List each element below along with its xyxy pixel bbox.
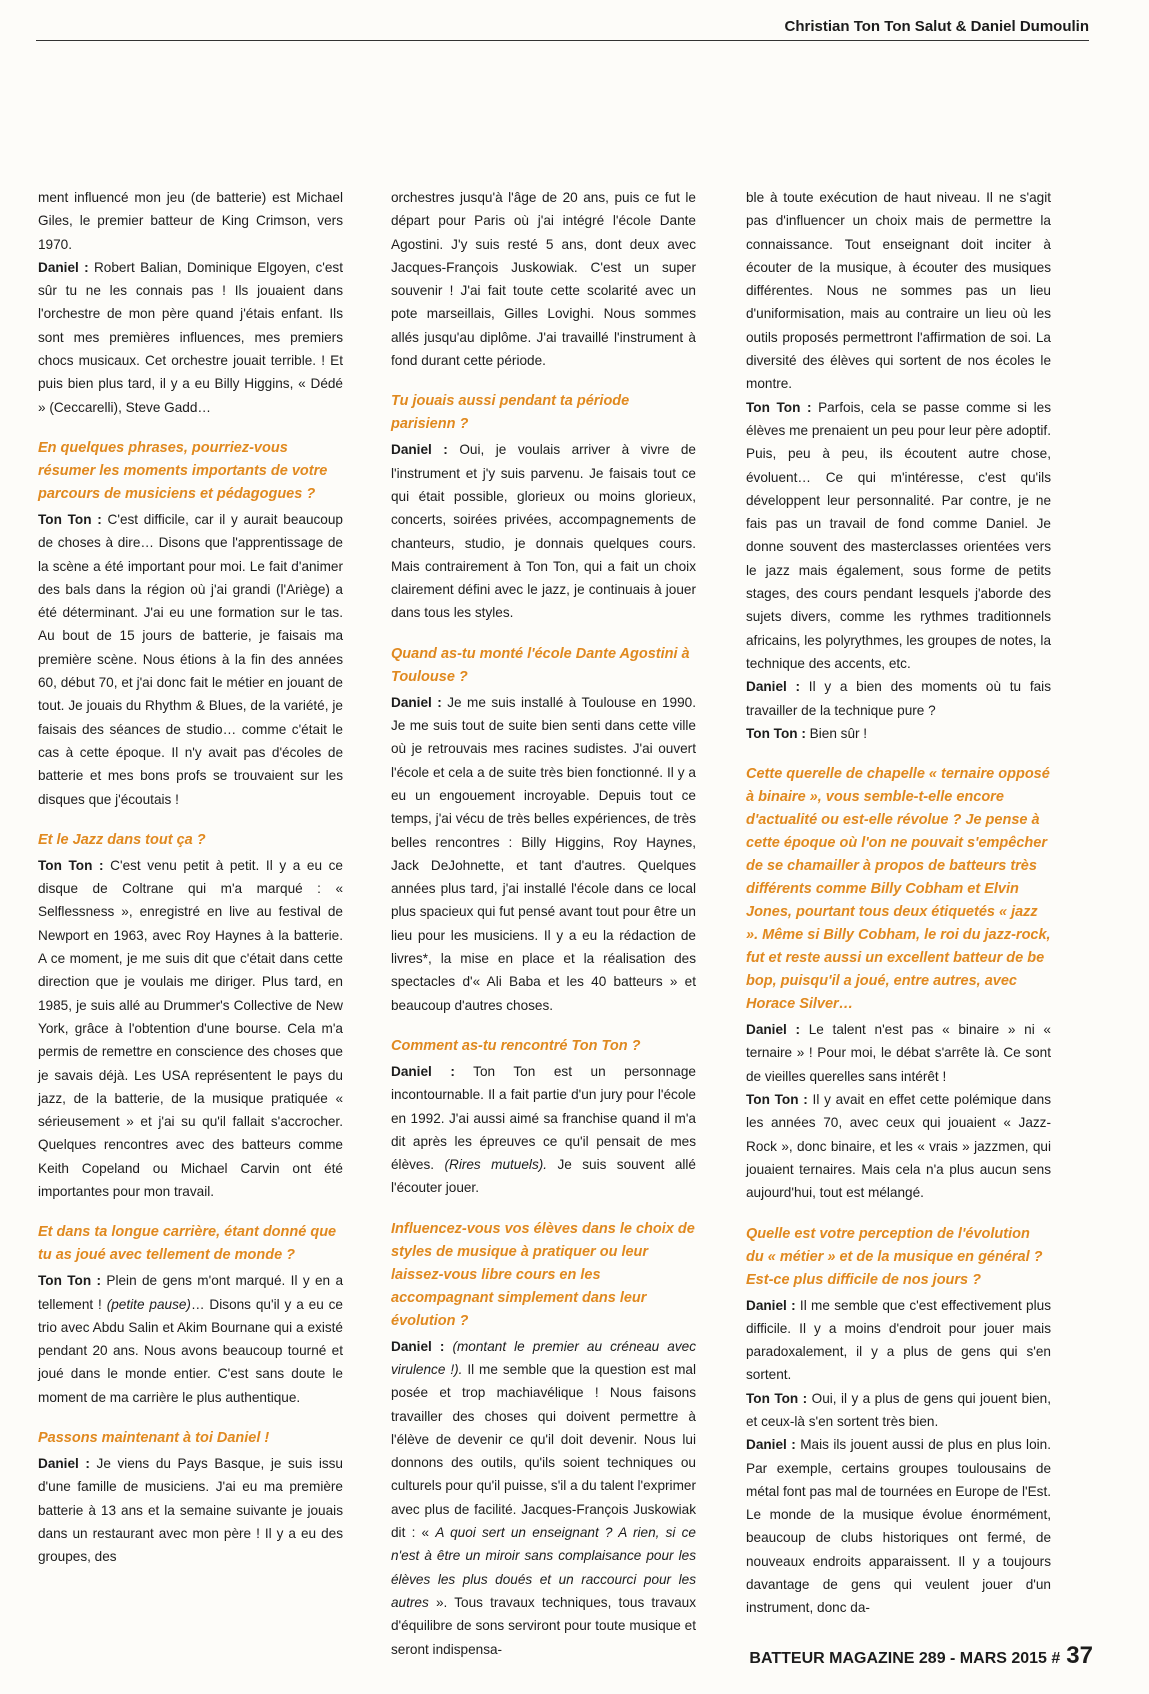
- question-text: Cette querelle de chapelle « ternaire opposé à binaire », vous semble-t-elle encore d'actualité ou est-elle révolue ? Je pense à cette époque où l'on ne pouvait s'empêcher de se chamailler à propos de batteurs très différents comme Billy Cobham et Elvin Jones, pourtant tous deux étiquetés « jazz ». Même si Billy Cobham, le roi du jazz-rock, fut et reste aussi un excellent batteur de be bop, puisqu'il a joué, entre autres, avec Horace Silver…: [746, 766, 1051, 1013]
- interview-paragraph: [746, 1294, 1051, 1387]
- speaker-name: Daniel :: [38, 259, 89, 275]
- interview-question: [391, 1035, 696, 1058]
- paragraph-text: Le talent n'est pas « binaire » ni « ternaire » ! Pour moi, le débat s'arrête là. Ce sont de vieilles querelles sans intérêt !: [746, 1022, 1051, 1084]
- paragraph-text: Il y avait en effet cette polémique dans les années 70, avec ceux qui jouaient « Jazz-Rock », donc binaire, et les « vrais » jazzmen, qui jouaient ternaires. Mais cela n'a plus aucun sens aujourd'hui, tout est mélangé.: [746, 1092, 1051, 1201]
- interview-paragraph: [746, 1433, 1051, 1619]
- paragraph-text: Parfois, cela se passe comme si les élèves me prenaient un peu pour leur père adoptif. Puis, peu à peu, ils écoutent autre chose, évoluent… Ce qui m'intéresse, c'est qu'ils développent leur personnalité. Par contre, je ne fais pas un travail de fond comme Daniel. Je donne souvent des masterclasses orientées vers le jazz mais également, sous forme de petits stages, des cours pendant lesquels j'aborde des sujets divers, comme les rythmes traditionnels africains, les polyrythmes, les groupes de notes, la technique des accents, etc.: [746, 399, 1051, 671]
- interview-question: [38, 1427, 343, 1450]
- speaker-name: Daniel :: [391, 1063, 455, 1079]
- interview-paragraph: [391, 1335, 696, 1661]
- italic-aside: (Rires mutuels).: [444, 1157, 548, 1173]
- speaker-name: Daniel :: [746, 1297, 796, 1313]
- paragraph-text: C'est difficile, car il y aurait beaucoup de choses à dire… Disons que l'apprentissage de la scène a été important pour moi. Le fait d'animer des bals dans la région où j'ai grandi (l'Ariège) a été déterminant. J'ai eu une formation sur le tas. Au bout de 15 jours de batterie, je faisais ma première scène. Nous étions à la fin des années 60, début 70, et j'ai donc fait le métier en jouant de tout. Je jouais du Rhythm & Blues, de la variété, je faisais des séances de studio… comme c'était le cas à cette époque. Il n'y avait pas d'écoles de batterie et mes bons profs se trouvaient sur les disques que j'écoutais !: [38, 511, 343, 807]
- paragraph-text: Il me semble que c'est effectivement plus difficile. Il y a moins d'endroit pour jouer mais paradoxalement, il y a plus de gens qui s'en sortent.: [746, 1297, 1051, 1383]
- interview-question: [38, 829, 343, 852]
- italic-aside: (montant le premier au créneau avec virulence !).: [391, 1338, 696, 1377]
- question-text: Et le Jazz dans tout ça ?: [38, 831, 206, 848]
- speaker-name: Daniel :: [746, 1437, 796, 1453]
- interview-paragraph: [391, 691, 696, 1017]
- speaker-name: Daniel :: [391, 1338, 445, 1354]
- interview-question: [746, 1223, 1051, 1292]
- paragraph-text: Oui, il y a plus de gens qui jouent bien, et ceux-là s'en sortent très bien.: [746, 1390, 1051, 1429]
- interview-paragraph: [746, 675, 1051, 722]
- question-text: Et dans ta longue carrière, étant donné que tu as joué avec tellement de monde ?: [38, 1224, 337, 1264]
- speaker-name: Ton Ton :: [746, 1092, 808, 1108]
- paragraph-text: C'est venu petit à petit. Il y a eu ce disque de Coltrane qui m'a marqué : « Selflessness », enregistré en live au festival de Newport en 1963, avec Roy Haynes à la batterie. A ce moment, je me suis dit que c'était dans cette direction que je voulais me diriger. Plus tard, en 1985, je suis allé au Drummer's Collective de New York, grâce à l'obtention d'une bourse. Cela m'a permis de remettre en conscience des choses que je savais déjà. Les USA représentent le pays du jazz, de la batterie, de la musique pratiquée « sérieusement » et j'ai su qu'il fallait s'accrocher. Quelques rencontres avec des batteurs comme Keith Copeland ou Michael Carvin ont été importantes pour mon travail.: [38, 857, 343, 1199]
- interview-paragraph: [391, 438, 696, 624]
- speaker-name: Ton Ton :: [746, 1390, 808, 1406]
- interview-paragraph: [38, 186, 343, 256]
- speaker-name: Ton Ton :: [38, 511, 102, 527]
- speaker-name: Ton Ton :: [746, 725, 806, 741]
- column-3: [746, 186, 1051, 1620]
- speaker-name: Ton Ton :: [38, 1273, 102, 1289]
- question-text: Quand as-tu monté l'école Dante Agostini à Toulouse ?: [391, 645, 690, 685]
- footer-magazine: BATTEUR MAGAZINE 289 - MARS 2015 #: [749, 1650, 1061, 1667]
- paragraph-text: ble à toute exécution de haut niveau. Il ne s'agit pas d'influencer un choix mais de permettre la connaissance. Tout enseignant doit inciter à écouter de la musique, à écouter des musiques différentes. Nous ne sommes pas un lieu d'uniformisation, mais au contraire un lieu où les outils proposés permettront l'affirmation de soi. La diversité des élèves qui sortent de nos écoles le montre.: [746, 190, 1051, 392]
- paragraph-text: Il me semble que la question est mal posée et trop machiavélique ! Nous faisons travailler des choses qui doivent permettre à l'élève de devenir ce qu'il doit devenir. Nous lui donnons des outils, qu'ils soient techniques ou culturels pour qu'il puisse, s'il a du talent l'exprimer avec plus de facilité. Jacques-François Juskowiak dit : «: [391, 1361, 696, 1541]
- paragraph-text: Mais ils jouent aussi de plus en plus loin. Par exemple, certains groupes toulousains de métal font pas mal de tournées en Europe de l'Est. Le monde de la musique évolue énormément, beaucoup de clubs historiques ont fermé, de nouveaux endroits apparaissent. Il y a toujours davantage de gens qui veulent jouer d'un instrument, donc da-: [746, 1437, 1051, 1616]
- paragraph-text: Il y a bien des moments où tu fais travailler de la technique pure ?: [746, 679, 1051, 718]
- interview-paragraph: [746, 1088, 1051, 1204]
- column-2: [391, 186, 696, 1661]
- question-text: Comment as-tu rencontré Ton Ton ?: [391, 1037, 641, 1054]
- column-1: [38, 186, 343, 1569]
- page-footer: [749, 1642, 1093, 1670]
- speaker-name: Daniel :: [391, 442, 448, 458]
- question-text: Quelle est votre perception de l'évolution du « métier » et de la musique en général ? Est-ce plus difficile de nos jours ?: [746, 1225, 1043, 1288]
- interview-paragraph: [746, 1387, 1051, 1434]
- question-text: Influencez-vous vos élèves dans le choix de styles de musique à pratiquer ou leur laissez-vous libre cours en les accompagnant simplement dans leur évolution ?: [391, 1220, 695, 1329]
- interview-paragraph: [746, 396, 1051, 676]
- paragraph-text: Robert Balian, Dominique Elgoyen, c'est sûr tu ne les connais pas ! Ils jouaient dans l'orchestre de mon père quand j'étais enfant. Ils sont mes premières influences, mes premiers chocs musicaux. Cet orchestre jouait terrible. ! Et puis bien plus tard, il y a eu Billy Higgins, « Dédé » (Ceccarelli), Steve Gadd…: [38, 259, 343, 415]
- paragraph-text: Bien sûr !: [805, 725, 868, 741]
- interview-question: [391, 390, 696, 436]
- interview-question: [38, 1221, 343, 1267]
- interview-paragraph: [38, 256, 343, 419]
- interview-question: [391, 643, 696, 689]
- paragraph-text: Plein de gens m'ont marqué. Il y en a tellement !: [38, 1273, 343, 1312]
- paragraph-text: orchestres jusqu'à l'âge de 20 ans, puis ce fut le départ pour Paris où j'ai intégré l'école Dante Agostini. J'y suis resté 5 ans, dont deux avec Jacques-François Juskowiak. C'est un super souvenir ! J'ai fait toute cette scolarité avec un pote marseillais, Gilles Lovighi. Nous sommes allés jusqu'au diplôme. J'ai travaillé l'instrument à fond durant cette période.: [391, 190, 696, 369]
- paragraph-text: Ton Ton est un personnage incontournable. Il a fait partie d'un jury pour l'école en 1992. J'ai aussi aimé sa franchise quand il m'a dit après les épreuves ce qu'il pensait de mes élèves.: [391, 1063, 696, 1173]
- italic-aside: A quoi sert un enseignant ? A rien, si ce n'est à être un miroir sans complaisance pour les élèves les plus doués et un raccourci pour les autres: [391, 1525, 696, 1610]
- speaker-name: Ton Ton :: [746, 399, 812, 415]
- speaker-name: Ton Ton :: [38, 857, 104, 873]
- speaker-name: Daniel :: [746, 679, 801, 695]
- interview-paragraph: [746, 722, 1051, 745]
- interview-paragraph: [391, 186, 696, 372]
- interview-paragraph: [38, 1269, 343, 1409]
- paragraph-text: ». Tous travaux techniques, tous travaux d'équilibre de sons serviront pour toute musique et seront indispensa-: [391, 1594, 696, 1657]
- interview-paragraph: [746, 1018, 1051, 1088]
- interview-paragraph: [38, 854, 343, 1203]
- interview-question: [391, 1218, 696, 1333]
- page-number: 37: [1066, 1642, 1093, 1669]
- speaker-name: Daniel :: [38, 1456, 90, 1472]
- interview-paragraph: [391, 1060, 696, 1200]
- page-header: [36, 18, 1089, 41]
- paragraph-text: Je suis souvent allé l'écouter jouer.: [391, 1157, 696, 1196]
- header-title: Christian Ton Ton Salut & Daniel Dumoulin: [784, 18, 1089, 35]
- speaker-name: Daniel :: [391, 694, 442, 710]
- paragraph-text: Je me suis installé à Toulouse en 1990. Je me suis tout de suite bien senti dans cette ville où je retrouvais mes racines sudistes. J'ai ouvert l'école et cela a de suite très bien fonctionné. Il y a eu un engouement incroyable. Depuis tout ce temps, j'ai vécu de très belles expériences, de très belles rencontres : Billy Higgins, Roy Haynes, Jack DeJohnette, et tant d'autres. Quelques années plus tard, j'ai installé l'école dans ce local plus spacieux qui fut pensé avant tout pour être un lieu pour les musiciens. Il y a eu la rédaction de livres*, la mise en place et la réalisation des spectacles d'« Ali Baba et les 40 batteurs » et beaucoup d'autres choses.: [391, 694, 696, 1013]
- question-text: En quelques phrases, pourriez-vous résumer les moments importants de votre parcours de musiciens et pédagogues ?: [38, 439, 328, 502]
- interview-paragraph: [38, 1452, 343, 1568]
- interview-question: [746, 763, 1051, 1016]
- interview-question: [38, 437, 343, 506]
- interview-paragraph: [38, 508, 343, 811]
- paragraph-text: Oui, je voulais arriver à vivre de l'instrument et j'y suis parvenu. Je faisais tout ce qui était possible, glorieux ou moins glorieux, concerts, soirées privées, accompagnements de chanteurs, studio, je donnais quelques cours. Mais contrairement à Ton Ton, qui a fait un choix clairement défini avec le jazz, je continuais à jouer dans tous les styles.: [391, 442, 696, 621]
- paragraph-text: … Disons qu'il y a eu ce trio avec Abdu Salin et Akim Bournane qui a existé pendant 20 ans. Nous avons beaucoup tourné et joué dans le monde entier. C'est sans doute le moment de ma carrière le plus authentique.: [38, 1296, 343, 1405]
- interview-paragraph: [746, 186, 1051, 396]
- paragraph-text: Je viens du Pays Basque, je suis issu d'une famille de musiciens. J'ai eu ma première batterie à 13 ans et la semaine suivante je jouais dans un restaurant avec mon père ! Il y a eu des groupes, des: [38, 1456, 343, 1565]
- question-text: Tu jouais aussi pendant ta période parisienn ?: [391, 393, 630, 433]
- paragraph-text: ment influencé mon jeu (de batterie) est Michael Giles, le premier batteur de King Crimson, vers 1970.: [38, 190, 343, 252]
- speaker-name: Daniel :: [746, 1022, 801, 1038]
- question-text: Passons maintenant à toi Daniel !: [38, 1430, 270, 1447]
- italic-aside: (petite pause): [106, 1296, 191, 1312]
